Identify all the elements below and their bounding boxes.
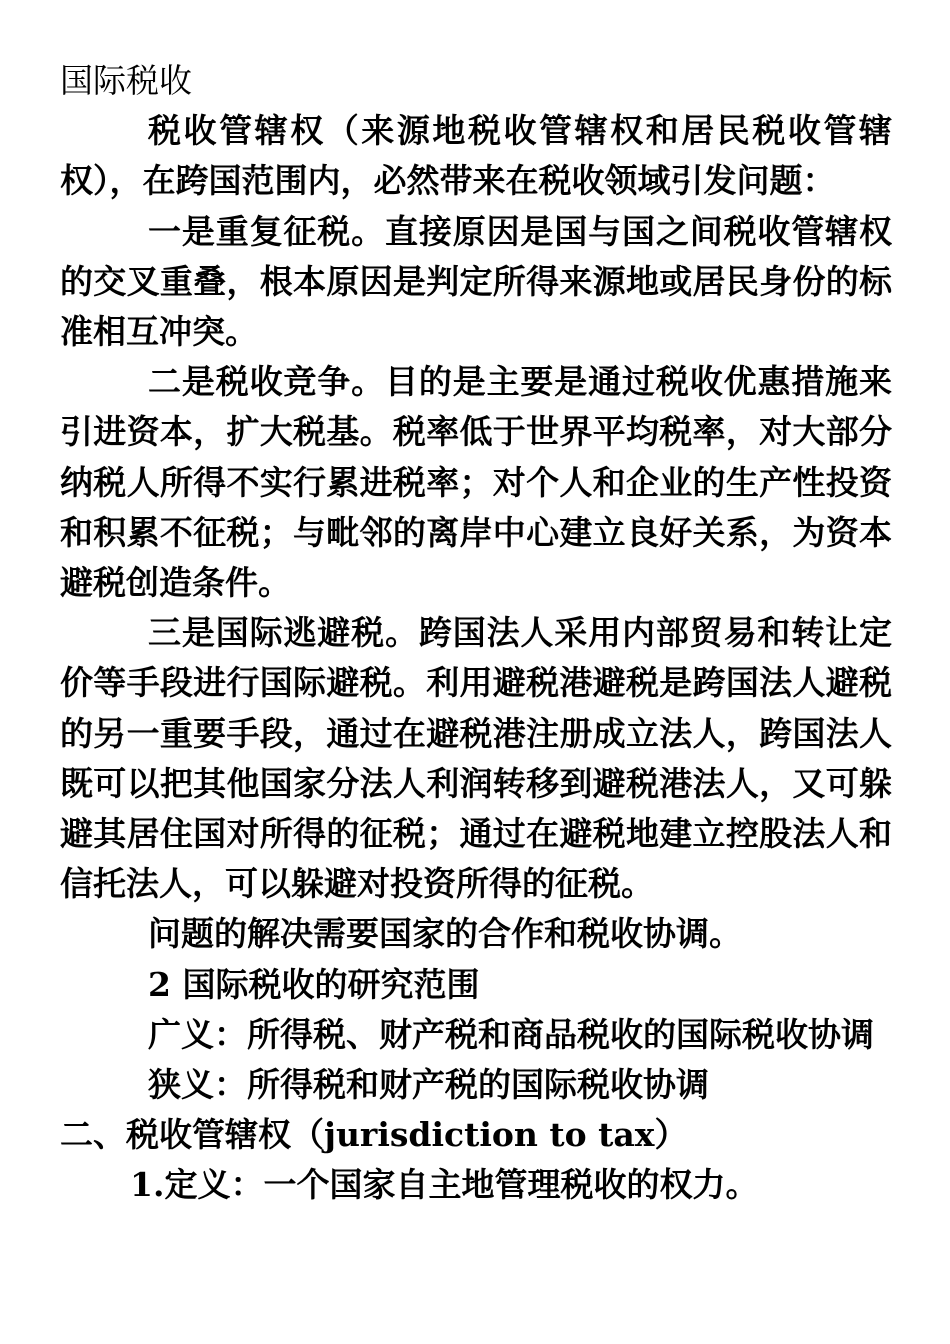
paragraph-tax-evasion: 三是国际逃避税。跨国法人采用内部贸易和转让定价等手段进行国际避税。利用避税港避税是跨国法人避税的另一重要手段，通过在避税港注册成立法人，跨国法人既可以把其他国家分法人利润转移到避税港法人，又可躲避其居住国对所得的征税；通过在避税地建立控股法人和信托法人，可以躲避对投资所得的征税。 <box>60 613 892 904</box>
paragraph-tax-jurisdiction-intro: 税收管辖权（来源地税收管辖权和居民税收管辖权），在跨国范围内，必然带来在税收领域引发问题： <box>60 111 892 201</box>
paragraph-solution: 问题的解决需要国家的合作和税收协调。 <box>148 914 742 954</box>
section-heading-research-scope: 2 国际税收的研究范围 <box>148 964 480 1004</box>
chapter-heading-jurisdiction: 二、税收管辖权（jurisdiction to tax） <box>60 1115 688 1155</box>
definition-item: 1.定义：一个国家自主地管理税收的权力。 <box>130 1165 759 1205</box>
paragraph-tax-competition: 二是税收竞争。目的是主要是通过税收优惠措施来引进资本，扩大税基。税率低于世界平均税率，对大部分纳税人所得不实行累进税率；对个人和企业的生产性投资和积累不征税；与毗邻的离岸中心建立良好关系，为资本避税创造条件。 <box>60 362 892 603</box>
document-title: 国际税收 <box>60 61 192 100</box>
broad-definition: 广义：所得税、财产税和商品税收的国际税收协调 <box>148 1014 874 1054</box>
paragraph-double-taxation: 一是重复征税。直接原因是国与国之间税收管辖权的交叉重叠，根本原因是判定所得来源地或居民身份的标准相互冲突。 <box>60 211 892 352</box>
document-page <box>60 56 892 1211</box>
narrow-definition: 狭义：所得税和财产税的国际税收协调 <box>148 1065 709 1105</box>
